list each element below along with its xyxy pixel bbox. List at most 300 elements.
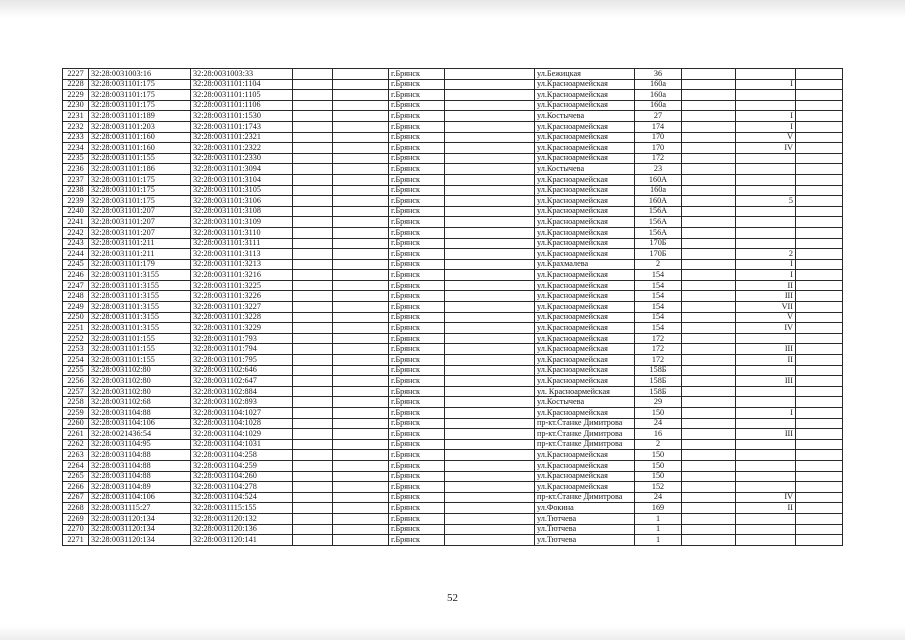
empty-cell bbox=[293, 291, 333, 302]
empty-cell bbox=[333, 100, 389, 111]
cadastral-number-cell: 32:28:0031104:260 bbox=[191, 471, 293, 482]
cadastral-number-cell: 32:28:0031101:3111 bbox=[191, 238, 293, 249]
cadastral-number-cell: 32:28:0031101:3113 bbox=[191, 249, 293, 260]
street-cell: ул.Красноармейская bbox=[535, 471, 635, 482]
empty-cell bbox=[682, 408, 736, 419]
room-number-cell bbox=[736, 227, 796, 238]
city-cell: г.Брянск bbox=[389, 238, 445, 249]
empty-cell bbox=[796, 482, 843, 493]
empty-cell bbox=[682, 535, 736, 546]
empty-cell bbox=[445, 535, 535, 546]
empty-cell bbox=[333, 238, 389, 249]
street-cell: ул.Тютчева bbox=[535, 524, 635, 535]
row-number-cell: 2255 bbox=[63, 365, 89, 376]
row-number-cell: 2270 bbox=[63, 524, 89, 535]
empty-cell bbox=[796, 291, 843, 302]
empty-cell bbox=[333, 365, 389, 376]
cadastral-number-cell: 32:28:0031101:2322 bbox=[191, 143, 293, 154]
empty-cell bbox=[682, 164, 736, 175]
empty-cell bbox=[333, 397, 389, 408]
street-cell: ул.Красноармейская bbox=[535, 227, 635, 238]
room-number-cell bbox=[736, 460, 796, 471]
empty-cell bbox=[445, 482, 535, 493]
empty-cell bbox=[445, 365, 535, 376]
street-cell: ул.Красноармейская bbox=[535, 270, 635, 281]
room-number-cell bbox=[736, 174, 796, 185]
cadastral-number-cell: 32:28:0031104:524 bbox=[191, 492, 293, 503]
building-number-cell: 172 bbox=[635, 344, 682, 355]
empty-cell bbox=[682, 79, 736, 90]
empty-cell bbox=[445, 460, 535, 471]
empty-cell bbox=[445, 323, 535, 334]
table-row bbox=[63, 291, 843, 302]
row-number-cell: 2249 bbox=[63, 302, 89, 313]
empty-cell bbox=[333, 69, 389, 80]
table-row bbox=[63, 524, 843, 535]
cadastral-quarter-cell: 32:28:0031120:134 bbox=[89, 535, 191, 546]
empty-cell bbox=[445, 217, 535, 228]
street-cell: ул.Красноармейская bbox=[535, 312, 635, 323]
empty-cell bbox=[445, 471, 535, 482]
empty-cell bbox=[445, 111, 535, 122]
empty-cell bbox=[796, 153, 843, 164]
empty-cell bbox=[293, 280, 333, 291]
room-number-cell: I bbox=[736, 111, 796, 122]
street-cell: ул.Красноармейская bbox=[535, 121, 635, 132]
row-number-cell: 2261 bbox=[63, 429, 89, 440]
street-cell: ул.Красноармейская bbox=[535, 460, 635, 471]
empty-cell bbox=[445, 69, 535, 80]
street-cell: ул.Красноармейская bbox=[535, 174, 635, 185]
cadastral-number-cell: 32:28:0031101:795 bbox=[191, 355, 293, 366]
empty-cell bbox=[445, 302, 535, 313]
room-number-cell bbox=[736, 90, 796, 101]
cadastral-quarter-cell: 32:28:0031115:27 bbox=[89, 503, 191, 514]
street-cell: ул.Красноармейская bbox=[535, 143, 635, 154]
cadastral-quarter-cell: 32:28:0031101:186 bbox=[89, 164, 191, 175]
room-number-cell: II bbox=[736, 280, 796, 291]
table-row bbox=[63, 312, 843, 323]
cadastral-quarter-cell: 32:28:0031101:179 bbox=[89, 259, 191, 270]
room-number-cell: III bbox=[736, 291, 796, 302]
cadastral-number-cell: 32:28:0031101:3109 bbox=[191, 217, 293, 228]
empty-cell bbox=[293, 408, 333, 419]
city-cell: г.Брянск bbox=[389, 111, 445, 122]
empty-cell bbox=[796, 174, 843, 185]
empty-cell bbox=[333, 471, 389, 482]
city-cell: г.Брянск bbox=[389, 153, 445, 164]
building-number-cell: 169 bbox=[635, 503, 682, 514]
building-number-cell: 23 bbox=[635, 164, 682, 175]
row-number-cell: 2250 bbox=[63, 312, 89, 323]
building-number-cell: 154 bbox=[635, 280, 682, 291]
empty-cell bbox=[293, 270, 333, 281]
street-cell: ул. Красноармейская bbox=[535, 386, 635, 397]
cadastral-number-cell: 32:28:0031101:793 bbox=[191, 333, 293, 344]
empty-cell bbox=[293, 513, 333, 524]
empty-cell bbox=[796, 227, 843, 238]
room-number-cell bbox=[736, 482, 796, 493]
row-number-cell: 2251 bbox=[63, 323, 89, 334]
empty-cell bbox=[682, 312, 736, 323]
street-cell: ул.Красноармейская bbox=[535, 450, 635, 461]
city-cell: г.Брянск bbox=[389, 100, 445, 111]
empty-cell bbox=[333, 323, 389, 334]
city-cell: г.Брянск bbox=[389, 386, 445, 397]
city-cell: г.Брянск bbox=[389, 217, 445, 228]
building-number-cell: 154 bbox=[635, 323, 682, 334]
row-number-cell: 2266 bbox=[63, 482, 89, 493]
cadastral-quarter-cell: 32:28:0031102:80 bbox=[89, 386, 191, 397]
empty-cell bbox=[445, 174, 535, 185]
empty-cell bbox=[796, 524, 843, 535]
empty-cell bbox=[682, 471, 736, 482]
row-number-cell: 2268 bbox=[63, 503, 89, 514]
city-cell: г.Брянск bbox=[389, 79, 445, 90]
room-number-cell bbox=[736, 206, 796, 217]
cadastral-quarter-cell: 32:28:0031101:3155 bbox=[89, 280, 191, 291]
empty-cell bbox=[796, 344, 843, 355]
empty-cell bbox=[682, 355, 736, 366]
city-cell: г.Брянск bbox=[389, 503, 445, 514]
cadastral-quarter-cell: 32:28:0031101:175 bbox=[89, 185, 191, 196]
cadastral-number-cell: 32:28:0031101:794 bbox=[191, 344, 293, 355]
building-number-cell: 156А bbox=[635, 227, 682, 238]
cadastral-quarter-cell: 32:28:0031102:80 bbox=[89, 365, 191, 376]
street-cell: пр-кт.Станке Димитрова bbox=[535, 429, 635, 440]
city-cell: г.Брянск bbox=[389, 69, 445, 80]
cadastral-quarter-cell: 32:28:0031101:155 bbox=[89, 355, 191, 366]
row-number-cell: 2256 bbox=[63, 376, 89, 387]
room-number-cell bbox=[736, 217, 796, 228]
street-cell: ул.Красноармейская bbox=[535, 302, 635, 313]
empty-cell bbox=[293, 344, 333, 355]
row-number-cell: 2240 bbox=[63, 206, 89, 217]
room-number-cell bbox=[736, 100, 796, 111]
row-number-cell: 2242 bbox=[63, 227, 89, 238]
room-number-cell bbox=[736, 439, 796, 450]
table-row bbox=[63, 482, 843, 493]
building-number-cell: 160а bbox=[635, 90, 682, 101]
table-row bbox=[63, 280, 843, 291]
cadastral-quarter-cell: 32:28:0031101:3155 bbox=[89, 291, 191, 302]
cadastral-number-cell: 32:28:0031101:3110 bbox=[191, 227, 293, 238]
building-number-cell: 154 bbox=[635, 270, 682, 281]
empty-cell bbox=[293, 323, 333, 334]
table-row bbox=[63, 164, 843, 175]
row-number-cell: 2254 bbox=[63, 355, 89, 366]
empty-cell bbox=[682, 460, 736, 471]
table-row bbox=[63, 302, 843, 313]
empty-cell bbox=[333, 111, 389, 122]
empty-cell bbox=[333, 535, 389, 546]
room-number-cell bbox=[736, 397, 796, 408]
empty-cell bbox=[796, 450, 843, 461]
empty-cell bbox=[682, 503, 736, 514]
room-number-cell bbox=[736, 450, 796, 461]
empty-cell bbox=[796, 206, 843, 217]
empty-cell bbox=[682, 132, 736, 143]
empty-cell bbox=[445, 376, 535, 387]
building-number-cell: 150 bbox=[635, 450, 682, 461]
empty-cell bbox=[796, 429, 843, 440]
empty-cell bbox=[682, 376, 736, 387]
room-number-cell: IV bbox=[736, 143, 796, 154]
cadastral-quarter-cell: 32:28:0031101:160 bbox=[89, 132, 191, 143]
empty-cell bbox=[445, 513, 535, 524]
empty-cell bbox=[796, 90, 843, 101]
cadastral-quarter-cell: 32:28:0031104:88 bbox=[89, 450, 191, 461]
street-cell: ул.Тютчева bbox=[535, 535, 635, 546]
city-cell: г.Брянск bbox=[389, 90, 445, 101]
table-row bbox=[63, 206, 843, 217]
empty-cell bbox=[796, 302, 843, 313]
cadastral-quarter-cell: 32:28:0021436:54 bbox=[89, 429, 191, 440]
empty-cell bbox=[333, 121, 389, 132]
cadastral-quarter-cell: 32:28:0031101:3155 bbox=[89, 312, 191, 323]
cadastral-number-cell: 32:28:0031101:2330 bbox=[191, 153, 293, 164]
empty-cell bbox=[796, 333, 843, 344]
table-row bbox=[63, 355, 843, 366]
empty-cell bbox=[293, 492, 333, 503]
city-cell: г.Брянск bbox=[389, 492, 445, 503]
empty-cell bbox=[682, 206, 736, 217]
building-number-cell: 150 bbox=[635, 471, 682, 482]
cadastral-quarter-cell: 32:28:0031101:207 bbox=[89, 227, 191, 238]
cadastral-number-cell: 32:28:0031104:259 bbox=[191, 460, 293, 471]
cadastral-quarter-cell: 32:28:0031101:3155 bbox=[89, 302, 191, 313]
building-number-cell: 156А bbox=[635, 206, 682, 217]
empty-cell bbox=[293, 312, 333, 323]
room-number-cell bbox=[736, 238, 796, 249]
empty-cell bbox=[445, 312, 535, 323]
city-cell: г.Брянск bbox=[389, 259, 445, 270]
empty-cell bbox=[333, 460, 389, 471]
empty-cell bbox=[682, 439, 736, 450]
empty-cell bbox=[293, 143, 333, 154]
row-number-cell: 2237 bbox=[63, 174, 89, 185]
table-row bbox=[63, 196, 843, 207]
table-row bbox=[63, 418, 843, 429]
table-row bbox=[63, 121, 843, 132]
empty-cell bbox=[682, 291, 736, 302]
empty-cell bbox=[293, 429, 333, 440]
table-row bbox=[63, 217, 843, 228]
cadastral-quarter-cell: 32:28:0031101:211 bbox=[89, 249, 191, 260]
room-number-cell bbox=[736, 69, 796, 80]
cadastral-quarter-cell: 32:28:0031104:106 bbox=[89, 492, 191, 503]
row-number-cell: 2235 bbox=[63, 153, 89, 164]
street-cell: ул.Красноармейская bbox=[535, 280, 635, 291]
table-row bbox=[63, 143, 843, 154]
empty-cell bbox=[445, 185, 535, 196]
empty-cell bbox=[293, 79, 333, 90]
cadastral-number-cell: 32:28:0031102:893 bbox=[191, 397, 293, 408]
building-number-cell: 2 bbox=[635, 259, 682, 270]
empty-cell bbox=[333, 153, 389, 164]
room-number-cell: III bbox=[736, 344, 796, 355]
empty-cell bbox=[682, 397, 736, 408]
empty-cell bbox=[333, 492, 389, 503]
room-number-cell: II bbox=[736, 503, 796, 514]
city-cell: г.Брянск bbox=[389, 270, 445, 281]
empty-cell bbox=[293, 471, 333, 482]
cadastral-quarter-cell: 32:28:0031101:211 bbox=[89, 238, 191, 249]
cadastral-quarter-cell: 32:28:0031003:16 bbox=[89, 69, 191, 80]
row-number-cell: 2267 bbox=[63, 492, 89, 503]
empty-cell bbox=[796, 386, 843, 397]
room-number-cell: 2 bbox=[736, 249, 796, 260]
row-number-cell: 2231 bbox=[63, 111, 89, 122]
room-number-cell: I bbox=[736, 79, 796, 90]
empty-cell bbox=[682, 513, 736, 524]
empty-cell bbox=[682, 90, 736, 101]
cadastral-quarter-cell: 32:28:0031102:80 bbox=[89, 376, 191, 387]
empty-cell bbox=[682, 100, 736, 111]
room-number-cell: VII bbox=[736, 302, 796, 313]
empty-cell bbox=[796, 270, 843, 281]
building-number-cell: 154 bbox=[635, 312, 682, 323]
table-row bbox=[63, 376, 843, 387]
room-number-cell bbox=[736, 185, 796, 196]
empty-cell bbox=[333, 513, 389, 524]
room-number-cell: III bbox=[736, 429, 796, 440]
empty-cell bbox=[682, 174, 736, 185]
empty-cell bbox=[333, 259, 389, 270]
street-cell: ул.Красноармейская bbox=[535, 355, 635, 366]
row-number-cell: 2227 bbox=[63, 69, 89, 80]
empty-cell bbox=[796, 185, 843, 196]
cadastral-register-table bbox=[62, 68, 843, 546]
city-cell: г.Брянск bbox=[389, 333, 445, 344]
room-number-cell bbox=[736, 524, 796, 535]
row-number-cell: 2262 bbox=[63, 439, 89, 450]
room-number-cell bbox=[736, 535, 796, 546]
empty-cell bbox=[796, 408, 843, 419]
city-cell: г.Брянск bbox=[389, 132, 445, 143]
cadastral-number-cell: 32:28:0031101:1530 bbox=[191, 111, 293, 122]
building-number-cell: 154 bbox=[635, 302, 682, 313]
scan-edge-top bbox=[0, 0, 905, 18]
cadastral-number-cell: 32:28:0031101:1104 bbox=[191, 79, 293, 90]
building-number-cell: 170Б bbox=[635, 238, 682, 249]
building-number-cell: 172 bbox=[635, 333, 682, 344]
empty-cell bbox=[333, 386, 389, 397]
building-number-cell: 1 bbox=[635, 513, 682, 524]
building-number-cell: 24 bbox=[635, 492, 682, 503]
row-number-cell: 2244 bbox=[63, 249, 89, 260]
city-cell: г.Брянск bbox=[389, 174, 445, 185]
table-row bbox=[63, 69, 843, 80]
row-number-cell: 2260 bbox=[63, 418, 89, 429]
row-number-cell: 2241 bbox=[63, 217, 89, 228]
room-number-cell: I bbox=[736, 408, 796, 419]
building-number-cell: 24 bbox=[635, 418, 682, 429]
street-cell: ул.Красноармейская bbox=[535, 206, 635, 217]
empty-cell bbox=[333, 524, 389, 535]
cadastral-number-cell: 32:28:0031101:3216 bbox=[191, 270, 293, 281]
empty-cell bbox=[333, 90, 389, 101]
cadastral-quarter-cell: 32:28:0031104:106 bbox=[89, 418, 191, 429]
room-number-cell bbox=[736, 471, 796, 482]
empty-cell bbox=[445, 429, 535, 440]
cadastral-quarter-cell: 32:28:0031101:155 bbox=[89, 333, 191, 344]
street-cell: ул.Костычева bbox=[535, 164, 635, 175]
empty-cell bbox=[796, 365, 843, 376]
register-body bbox=[63, 69, 843, 546]
table-row bbox=[63, 185, 843, 196]
empty-cell bbox=[682, 386, 736, 397]
city-cell: г.Брянск bbox=[389, 524, 445, 535]
table-row bbox=[63, 153, 843, 164]
table-row bbox=[63, 132, 843, 143]
street-cell: ул.Красноармейская bbox=[535, 132, 635, 143]
empty-cell bbox=[293, 238, 333, 249]
empty-cell bbox=[333, 174, 389, 185]
street-cell: ул.Красноармейская bbox=[535, 408, 635, 419]
street-cell: ул.Красноармейская bbox=[535, 90, 635, 101]
building-number-cell: 160а bbox=[635, 100, 682, 111]
table-row bbox=[63, 450, 843, 461]
building-number-cell: 158Б bbox=[635, 376, 682, 387]
empty-cell bbox=[293, 227, 333, 238]
empty-cell bbox=[293, 111, 333, 122]
table-row bbox=[63, 174, 843, 185]
empty-cell bbox=[445, 524, 535, 535]
building-number-cell: 160А bbox=[635, 174, 682, 185]
empty-cell bbox=[796, 111, 843, 122]
cadastral-number-cell: 32:28:0031101:1743 bbox=[191, 121, 293, 132]
city-cell: г.Брянск bbox=[389, 280, 445, 291]
empty-cell bbox=[293, 418, 333, 429]
empty-cell bbox=[682, 259, 736, 270]
cadastral-number-cell: 32:28:0031101:3228 bbox=[191, 312, 293, 323]
cadastral-number-cell: 32:28:0031120:136 bbox=[191, 524, 293, 535]
building-number-cell: 154 bbox=[635, 291, 682, 302]
street-cell: ул.Красноармейская bbox=[535, 376, 635, 387]
city-cell: г.Брянск bbox=[389, 164, 445, 175]
empty-cell bbox=[445, 397, 535, 408]
row-number-cell: 2228 bbox=[63, 79, 89, 90]
empty-cell bbox=[293, 439, 333, 450]
empty-cell bbox=[682, 482, 736, 493]
empty-cell bbox=[333, 503, 389, 514]
empty-cell bbox=[333, 132, 389, 143]
empty-cell bbox=[445, 153, 535, 164]
empty-cell bbox=[682, 143, 736, 154]
cadastral-number-cell: 32:28:0031101:3105 bbox=[191, 185, 293, 196]
empty-cell bbox=[682, 217, 736, 228]
empty-cell bbox=[293, 164, 333, 175]
room-number-cell bbox=[736, 513, 796, 524]
room-number-cell: V bbox=[736, 312, 796, 323]
cadastral-number-cell: 32:28:0031003:33 bbox=[191, 69, 293, 80]
empty-cell bbox=[445, 132, 535, 143]
street-cell: ул.Красноармейская bbox=[535, 217, 635, 228]
empty-cell bbox=[333, 79, 389, 90]
empty-cell bbox=[293, 206, 333, 217]
empty-cell bbox=[682, 270, 736, 281]
street-cell: ул.Красноармейская bbox=[535, 153, 635, 164]
empty-cell bbox=[333, 482, 389, 493]
building-number-cell: 16 bbox=[635, 429, 682, 440]
empty-cell bbox=[333, 450, 389, 461]
city-cell: г.Брянск bbox=[389, 206, 445, 217]
city-cell: г.Брянск bbox=[389, 482, 445, 493]
building-number-cell: 156А bbox=[635, 217, 682, 228]
empty-cell bbox=[445, 238, 535, 249]
empty-cell bbox=[445, 333, 535, 344]
